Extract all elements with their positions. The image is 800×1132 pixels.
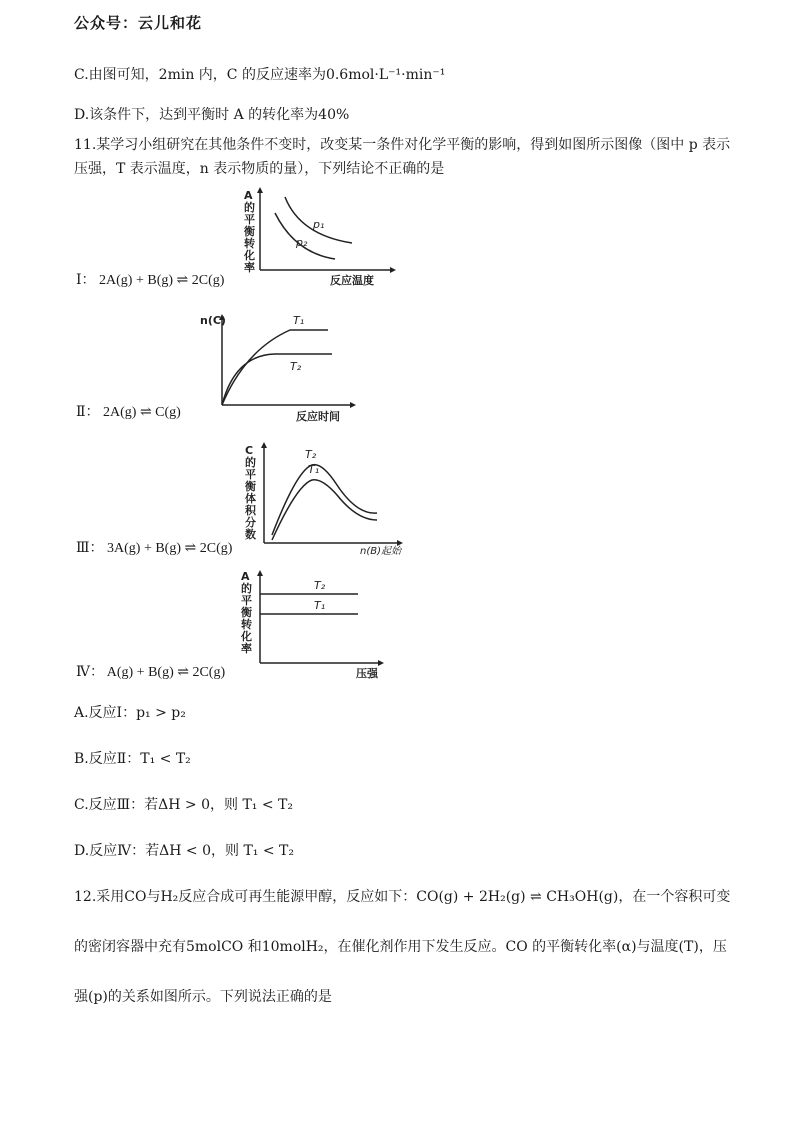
reaction-4 — [76, 664, 225, 682]
reaction-1 — [76, 272, 224, 290]
q12-line1: 12.采用CO与H₂反应合成可再生能源甲醇，反应如下：CO(g) + 2H₂(g) ⇌ CH₃OH(g)，在一个容积可变 — [74, 889, 731, 905]
graph-1-ylabel: A 的平衡转化率 — [244, 189, 255, 274]
graph-2-curve-t1 — [222, 330, 328, 405]
graph-1-label-p2: p₂ — [296, 236, 308, 249]
graph-3-ylabel: C 的平衡体积分数 — [245, 444, 256, 541]
q11-option-b: B.反应Ⅱ：T₁ < T₂ — [74, 751, 191, 767]
graph-1-x-arrow — [390, 267, 396, 273]
graph-2-label-t2: T₂ — [290, 360, 302, 373]
graph-4-x-arrow — [378, 660, 384, 666]
graph-4-y-arrow — [257, 570, 263, 576]
q12-line2: 的密闭容器中充有5molCO 和10molH₂，在催化剂作用下发生反应。CO 的平衡转化率(α)与温度(T)，压 — [74, 939, 727, 955]
graph-3-label-t2: T₂ — [305, 448, 317, 461]
graph-4-label-t1: T₁ — [314, 599, 326, 612]
graph-2 — [200, 310, 360, 425]
reaction-4-label: Ⅳ： — [76, 665, 104, 680]
reaction-3-equation: 3A(g) + B(g) ⇌ 2C(g) — [107, 541, 233, 556]
q11-option-d: D.反应Ⅳ：若ΔH < 0，则 T₁ < T₂ — [74, 843, 295, 859]
reaction-3 — [76, 540, 232, 558]
page-header: 公众号：云儿和花 — [74, 14, 203, 32]
graph-3 — [242, 440, 412, 558]
q11-stem-line1: 11.某学习小组研究在其他条件不变时，改变某一条件对化学平衡的影响，得到如图所示图像（图中 p 表示 — [74, 137, 731, 153]
q10-option-d: D.该条件下，达到平衡时 A 的转化率为40% — [74, 107, 350, 123]
reaction-4-equation: A(g) + B(g) ⇌ 2C(g) — [106, 665, 226, 680]
graph-2-curve-t2 — [222, 354, 332, 405]
graph-3-xlabel: n(B)起始 — [360, 546, 402, 557]
q11-option-a: A.反应Ⅰ：p₁ > p₂ — [74, 705, 186, 721]
reaction-3-label: Ⅲ： — [76, 541, 104, 556]
graph-4 — [238, 566, 398, 682]
reaction-1-equation: 2A(g) + B(g) ⇌ 2C(g) — [99, 273, 225, 288]
graph-2-xlabel: 反应时间 — [296, 410, 340, 423]
q11-option-c: C.反应Ⅲ：若ΔH > 0，则 T₁ < T₂ — [74, 797, 294, 813]
graph-1 — [240, 185, 400, 290]
graph-1-label-p1: p₁ — [313, 218, 325, 231]
graph-4-label-t2: T₂ — [314, 579, 326, 592]
graph-1-xlabel: 反应温度 — [330, 274, 374, 287]
graph-2-x-arrow — [350, 402, 356, 408]
reaction-2 — [76, 404, 181, 422]
graph-2-label-t1: T₁ — [293, 314, 305, 327]
q10-option-c: C.由图可知，2min 内，C 的反应速率为0.6mol·L⁻¹·min⁻¹ — [74, 67, 446, 83]
graph-4-ylabel: A 的平衡转化率 — [241, 570, 252, 655]
reaction-1-label: Ⅰ： — [76, 273, 96, 288]
reaction-2-label: Ⅱ： — [76, 405, 100, 420]
graph-3-label-t1: T₁ — [308, 463, 320, 476]
graph-3-y-arrow — [261, 442, 267, 448]
reaction-2-equation: 2A(g) ⇌ C(g) — [103, 405, 181, 420]
graph-1-y-arrow — [257, 187, 263, 193]
q12-line3: 强(p)的关系如图所示。下列说法正确的是 — [74, 989, 332, 1005]
graph-3-curve-t2 — [272, 465, 377, 535]
graph-2-ylabel: n(C) — [200, 314, 226, 327]
q11-stem-line2: 压强，T 表示温度，n 表示物质的量），下列结论不正确的是 — [74, 161, 445, 177]
graph-4-xlabel: 压强 — [356, 667, 378, 680]
